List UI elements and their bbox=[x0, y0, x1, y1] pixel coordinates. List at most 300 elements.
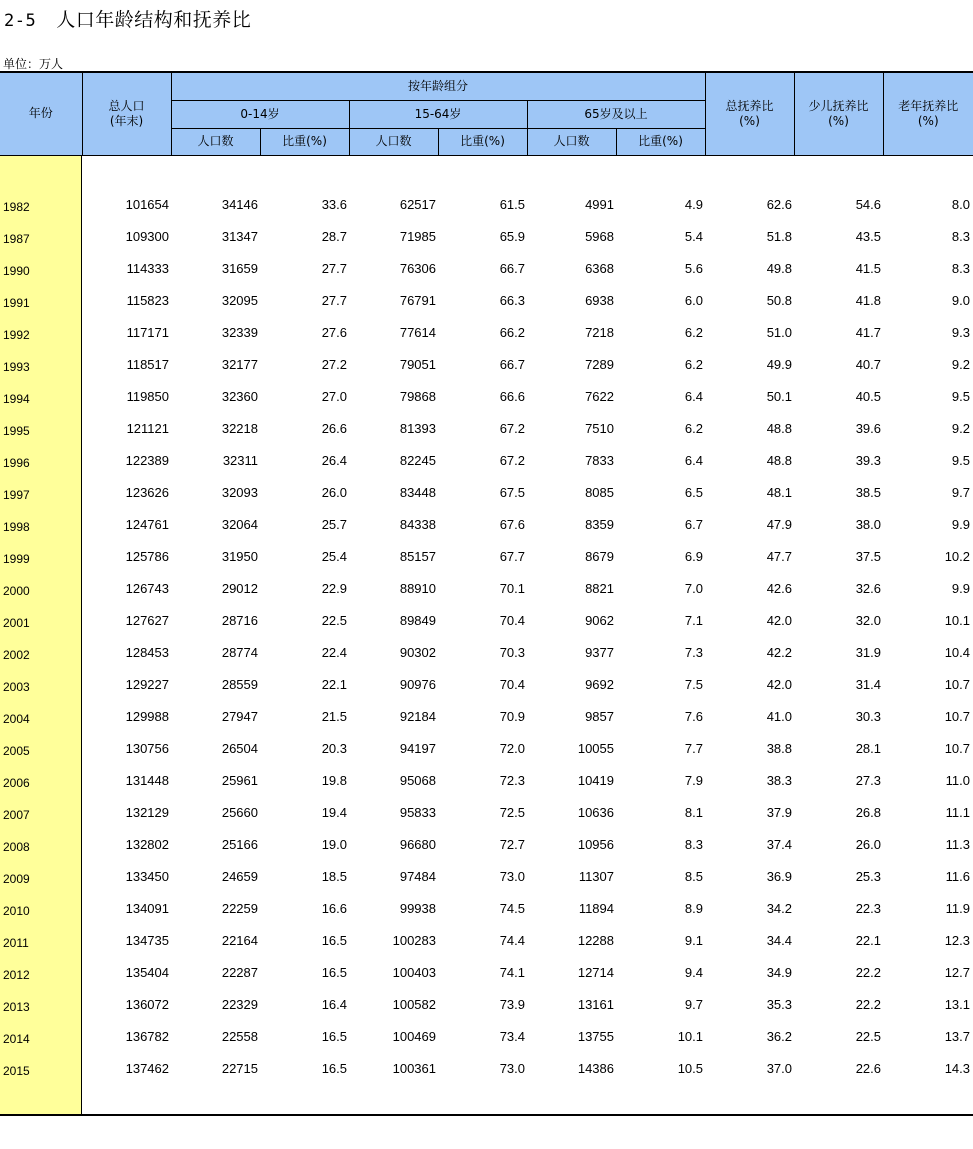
cell-age-0-14-count: 24659 bbox=[221, 869, 258, 884]
cell-age-15-64-count: 79868 bbox=[399, 389, 436, 404]
cell-old-dependency: 9.5 bbox=[951, 389, 970, 404]
cell-total-population: 121121 bbox=[126, 421, 169, 436]
cell-age-0-14-count: 32177 bbox=[221, 357, 258, 372]
cell-age-0-14-share: 16.5 bbox=[321, 965, 347, 980]
cell-age-65-plus-count: 7218 bbox=[585, 325, 614, 340]
cell-age-15-64-share: 72.3 bbox=[499, 773, 525, 788]
header-age-0-14: 0-14岁 bbox=[171, 100, 349, 128]
cell-age-0-14-count: 32095 bbox=[221, 293, 258, 308]
header-count: 人口数 bbox=[349, 128, 438, 155]
cell-age-0-14-share: 22.4 bbox=[321, 645, 347, 660]
cell-age-65-plus-share: 6.4 bbox=[684, 389, 703, 404]
cell-age-15-64-share: 66.7 bbox=[499, 261, 525, 276]
cell-age-0-14-share: 27.7 bbox=[321, 261, 347, 276]
cell-age-65-plus-share: 7.6 bbox=[684, 709, 703, 724]
header-year: 年份 bbox=[0, 73, 82, 155]
cell-age-65-plus-share: 5.4 bbox=[684, 229, 703, 244]
cell-old-dependency: 10.7 bbox=[944, 677, 970, 692]
cell-age-15-64-share: 73.0 bbox=[499, 869, 525, 884]
cell-age-15-64-share: 65.9 bbox=[499, 229, 525, 244]
table-row bbox=[0, 1020, 973, 1052]
cell-year: 1994 bbox=[3, 392, 30, 406]
cell-old-dependency: 11.1 bbox=[945, 805, 970, 820]
cell-year: 2006 bbox=[3, 776, 30, 790]
cell-age-15-64-share: 70.3 bbox=[499, 645, 525, 660]
cell-total-dependency: 38.3 bbox=[766, 773, 792, 788]
cell-age-0-14-count: 32093 bbox=[221, 485, 258, 500]
cell-age-65-plus-count: 7833 bbox=[585, 453, 614, 468]
table-row bbox=[0, 412, 973, 444]
cell-total-dependency: 48.8 bbox=[766, 453, 792, 468]
header-child-dependency: 少儿抚养比 (%) bbox=[794, 73, 883, 155]
cell-old-dependency: 8.3 bbox=[951, 261, 970, 276]
cell-age-15-64-share: 66.7 bbox=[499, 357, 525, 372]
cell-year: 1999 bbox=[3, 552, 30, 566]
cell-age-0-14-share: 26.6 bbox=[321, 421, 347, 436]
cell-age-65-plus-count: 6938 bbox=[585, 293, 614, 308]
cell-age-15-64-share: 67.5 bbox=[499, 485, 525, 500]
cell-total-population: 122389 bbox=[125, 453, 169, 468]
cell-age-15-64-count: 82245 bbox=[399, 453, 436, 468]
table-row bbox=[0, 828, 973, 860]
cell-old-dependency: 9.7 bbox=[951, 485, 970, 500]
cell-age-0-14-share: 16.5 bbox=[321, 1061, 347, 1076]
cell-total-dependency: 35.3 bbox=[766, 997, 792, 1012]
cell-age-15-64-share: 74.1 bbox=[499, 965, 525, 980]
table-row bbox=[0, 1052, 973, 1084]
cell-age-15-64-count: 95068 bbox=[399, 773, 436, 788]
cell-total-population: 118517 bbox=[126, 357, 169, 372]
header-count: 人口数 bbox=[171, 128, 260, 155]
cell-age-0-14-count: 28774 bbox=[221, 645, 258, 660]
cell-age-0-14-count: 34146 bbox=[221, 197, 258, 212]
cell-child-dependency: 31.4 bbox=[855, 677, 881, 692]
cell-age-15-64-share: 67.6 bbox=[499, 517, 525, 532]
cell-age-15-64-count: 100403 bbox=[392, 965, 436, 980]
cell-total-dependency: 42.6 bbox=[766, 581, 792, 596]
cell-age-15-64-share: 67.7 bbox=[499, 549, 525, 564]
cell-child-dependency: 22.2 bbox=[855, 997, 881, 1012]
cell-old-dependency: 14.3 bbox=[944, 1061, 970, 1076]
bottom-rule bbox=[0, 1114, 973, 1116]
cell-age-0-14-count: 32360 bbox=[221, 389, 258, 404]
cell-age-15-64-count: 100582 bbox=[392, 997, 436, 1012]
cell-age-65-plus-share: 8.1 bbox=[684, 805, 703, 820]
cell-total-population: 136072 bbox=[125, 997, 169, 1012]
cell-age-0-14-share: 33.6 bbox=[321, 197, 347, 212]
cell-child-dependency: 32.0 bbox=[855, 613, 881, 628]
cell-old-dependency: 13.7 bbox=[944, 1029, 970, 1044]
cell-age-15-64-count: 85157 bbox=[399, 549, 436, 564]
cell-age-15-64-share: 67.2 bbox=[499, 453, 525, 468]
cell-total-population: 125786 bbox=[125, 549, 169, 564]
cell-year: 1992 bbox=[3, 328, 30, 342]
table-title: 人口年龄结构和抚养比 bbox=[56, 9, 252, 31]
cell-age-65-plus-share: 7.5 bbox=[684, 677, 703, 692]
cell-age-65-plus-count: 7622 bbox=[585, 389, 614, 404]
cell-age-65-plus-count: 8085 bbox=[585, 485, 614, 500]
cell-total-population: 129227 bbox=[125, 677, 169, 692]
cell-age-15-64-count: 71985 bbox=[399, 229, 436, 244]
cell-age-0-14-count: 26504 bbox=[221, 741, 258, 756]
cell-year: 2005 bbox=[3, 744, 30, 758]
cell-age-65-plus-count: 10419 bbox=[577, 773, 614, 788]
cell-age-65-plus-count: 9062 bbox=[585, 613, 614, 628]
cell-old-dependency: 8.3 bbox=[951, 229, 970, 244]
header-age-15-64: 15-64岁 bbox=[349, 100, 527, 128]
cell-age-65-plus-share: 9.1 bbox=[684, 933, 703, 948]
cell-total-dependency: 48.1 bbox=[766, 485, 792, 500]
cell-year: 1997 bbox=[3, 488, 30, 502]
cell-total-dependency: 49.9 bbox=[766, 357, 792, 372]
cell-age-65-plus-share: 9.4 bbox=[684, 965, 703, 980]
table-row bbox=[0, 956, 973, 988]
cell-age-65-plus-share: 10.1 bbox=[677, 1029, 703, 1044]
cell-total-population: 115823 bbox=[126, 293, 169, 308]
cell-age-0-14-count: 25166 bbox=[221, 837, 258, 852]
cell-total-population: 137462 bbox=[125, 1061, 169, 1076]
cell-age-65-plus-count: 9857 bbox=[585, 709, 614, 724]
cell-age-65-plus-count: 11307 bbox=[578, 869, 614, 884]
cell-age-15-64-count: 77614 bbox=[399, 325, 436, 340]
cell-age-15-64-count: 81393 bbox=[399, 421, 436, 436]
cell-age-15-64-count: 100469 bbox=[392, 1029, 436, 1044]
table-row bbox=[0, 700, 973, 732]
cell-child-dependency: 22.1 bbox=[855, 933, 881, 948]
cell-child-dependency: 25.3 bbox=[855, 869, 881, 884]
cell-age-15-64-count: 88910 bbox=[399, 581, 436, 596]
cell-age-0-14-count: 31950 bbox=[221, 549, 258, 564]
cell-child-dependency: 32.6 bbox=[855, 581, 881, 596]
cell-age-0-14-count: 31347 bbox=[221, 229, 258, 244]
cell-age-0-14-count: 29012 bbox=[221, 581, 258, 596]
cell-age-15-64-share: 66.2 bbox=[499, 325, 525, 340]
cell-year: 2002 bbox=[3, 648, 30, 662]
table-row bbox=[0, 284, 973, 316]
cell-age-15-64-share: 70.1 bbox=[499, 581, 525, 596]
cell-age-65-plus-share: 8.9 bbox=[684, 901, 703, 916]
cell-old-dependency: 9.9 bbox=[951, 581, 970, 596]
table-row bbox=[0, 860, 973, 892]
unit-label: 单位：万人 bbox=[3, 57, 64, 71]
table-row bbox=[0, 380, 973, 412]
cell-total-population: 134091 bbox=[125, 901, 169, 916]
header-share: 比重(%) bbox=[616, 128, 705, 155]
cell-age-65-plus-count: 4991 bbox=[585, 197, 614, 212]
cell-year: 2001 bbox=[3, 616, 30, 630]
cell-age-0-14-share: 16.5 bbox=[321, 1029, 347, 1044]
header-share: 比重(%) bbox=[260, 128, 349, 155]
cell-age-65-plus-count: 10636 bbox=[577, 805, 614, 820]
cell-age-0-14-share: 25.7 bbox=[321, 517, 347, 532]
cell-age-15-64-count: 83448 bbox=[399, 485, 436, 500]
cell-age-0-14-share: 16.6 bbox=[321, 901, 347, 916]
cell-year: 2003 bbox=[3, 680, 30, 694]
cell-age-65-plus-count: 13161 bbox=[577, 997, 614, 1012]
cell-total-dependency: 62.6 bbox=[766, 197, 792, 212]
cell-total-population: 135404 bbox=[125, 965, 169, 980]
cell-total-population: 128453 bbox=[125, 645, 169, 660]
header-total-population: 总人口 (年末) bbox=[82, 73, 171, 155]
cell-age-65-plus-count: 11894 bbox=[578, 901, 614, 916]
table-row bbox=[0, 764, 973, 796]
cell-total-dependency: 34.4 bbox=[766, 933, 792, 948]
cell-old-dependency: 10.7 bbox=[944, 741, 970, 756]
cell-age-0-14-count: 32339 bbox=[221, 325, 258, 340]
cell-age-15-64-share: 74.5 bbox=[499, 901, 525, 916]
cell-age-0-14-share: 19.4 bbox=[321, 805, 347, 820]
cell-age-15-64-count: 76306 bbox=[399, 261, 436, 276]
table-row bbox=[0, 188, 973, 220]
cell-age-65-plus-count: 7510 bbox=[585, 421, 614, 436]
cell-total-population: 117171 bbox=[126, 325, 169, 340]
cell-age-65-plus-share: 6.2 bbox=[684, 357, 703, 372]
cell-total-population: 126743 bbox=[125, 581, 169, 596]
cell-age-15-64-share: 66.3 bbox=[499, 293, 525, 308]
cell-age-0-14-count: 22558 bbox=[221, 1029, 258, 1044]
table-row bbox=[0, 604, 973, 636]
cell-old-dependency: 9.0 bbox=[951, 293, 970, 308]
cell-age-0-14-count: 28559 bbox=[221, 677, 258, 692]
cell-total-population: 101654 bbox=[125, 197, 169, 212]
cell-child-dependency: 37.5 bbox=[855, 549, 881, 564]
cell-year: 2010 bbox=[3, 904, 30, 918]
cell-total-population: 109300 bbox=[125, 229, 169, 244]
cell-total-dependency: 48.8 bbox=[766, 421, 792, 436]
cell-age-0-14-share: 19.0 bbox=[321, 837, 347, 852]
table-row bbox=[0, 476, 973, 508]
cell-old-dependency: 9.2 bbox=[951, 357, 970, 372]
cell-year: 2009 bbox=[3, 872, 30, 886]
cell-child-dependency: 38.0 bbox=[855, 517, 881, 532]
cell-age-15-64-count: 96680 bbox=[399, 837, 436, 852]
cell-age-65-plus-share: 8.5 bbox=[684, 869, 703, 884]
cell-age-0-14-count: 28716 bbox=[221, 613, 258, 628]
cell-old-dependency: 12.3 bbox=[944, 933, 970, 948]
cell-year: 2011 bbox=[3, 936, 29, 950]
cell-age-0-14-share: 16.4 bbox=[321, 997, 347, 1012]
cell-age-65-plus-count: 13755 bbox=[577, 1029, 614, 1044]
cell-age-0-14-count: 22715 bbox=[221, 1061, 258, 1076]
cell-age-65-plus-share: 6.5 bbox=[684, 485, 703, 500]
cell-age-15-64-count: 90302 bbox=[399, 645, 436, 660]
table-row bbox=[0, 252, 973, 284]
cell-total-dependency: 42.0 bbox=[766, 613, 792, 628]
cell-age-0-14-count: 32311 bbox=[222, 453, 258, 468]
cell-total-population: 131448 bbox=[125, 773, 169, 788]
cell-age-65-plus-count: 12288 bbox=[577, 933, 614, 948]
cell-age-0-14-count: 22329 bbox=[221, 997, 258, 1012]
cell-age-0-14-share: 27.0 bbox=[321, 389, 347, 404]
cell-total-dependency: 42.2 bbox=[766, 645, 792, 660]
cell-age-0-14-share: 22.9 bbox=[321, 581, 347, 596]
cell-total-population: 134735 bbox=[125, 933, 169, 948]
cell-child-dependency: 22.2 bbox=[855, 965, 881, 980]
cell-total-population: 119850 bbox=[126, 389, 169, 404]
cell-total-dependency: 37.0 bbox=[766, 1061, 792, 1076]
cell-total-dependency: 49.8 bbox=[766, 261, 792, 276]
cell-age-15-64-count: 79051 bbox=[399, 357, 436, 372]
cell-year: 1982 bbox=[3, 200, 30, 214]
cell-child-dependency: 43.5 bbox=[855, 229, 881, 244]
cell-old-dependency: 9.5 bbox=[951, 453, 970, 468]
cell-year: 1996 bbox=[3, 456, 30, 470]
cell-year: 2004 bbox=[3, 712, 30, 726]
cell-year: 1993 bbox=[3, 360, 30, 374]
table-row bbox=[0, 732, 973, 764]
cell-age-65-plus-count: 5968 bbox=[585, 229, 614, 244]
cell-age-0-14-count: 22259 bbox=[221, 901, 258, 916]
cell-age-15-64-count: 100283 bbox=[392, 933, 436, 948]
cell-age-65-plus-count: 12714 bbox=[577, 965, 614, 980]
cell-total-population: 123626 bbox=[125, 485, 169, 500]
cell-total-dependency: 36.9 bbox=[766, 869, 792, 884]
cell-age-0-14-share: 27.6 bbox=[321, 325, 347, 340]
cell-age-0-14-share: 27.2 bbox=[321, 357, 347, 372]
cell-total-dependency: 47.9 bbox=[766, 517, 792, 532]
cell-age-65-plus-share: 6.2 bbox=[684, 325, 703, 340]
cell-age-0-14-count: 25961 bbox=[221, 773, 258, 788]
cell-old-dependency: 11.6 bbox=[945, 869, 970, 884]
cell-age-15-64-count: 95833 bbox=[399, 805, 436, 820]
cell-age-65-plus-count: 8359 bbox=[585, 517, 614, 532]
table-row bbox=[0, 444, 973, 476]
cell-age-0-14-count: 32064 bbox=[221, 517, 258, 532]
cell-age-0-14-share: 16.5 bbox=[321, 933, 347, 948]
table-row bbox=[0, 988, 973, 1020]
cell-age-15-64-count: 76791 bbox=[399, 293, 436, 308]
cell-child-dependency: 41.5 bbox=[855, 261, 881, 276]
table-row bbox=[0, 540, 973, 572]
cell-total-dependency: 38.8 bbox=[766, 741, 792, 756]
cell-age-0-14-share: 28.7 bbox=[321, 229, 347, 244]
cell-total-population: 130756 bbox=[125, 741, 169, 756]
cell-total-population: 132802 bbox=[125, 837, 169, 852]
cell-age-0-14-count: 22164 bbox=[221, 933, 258, 948]
cell-age-15-64-share: 72.5 bbox=[499, 805, 525, 820]
header-age-65-plus: 65岁及以上 bbox=[527, 100, 705, 128]
cell-child-dependency: 30.3 bbox=[855, 709, 881, 724]
header-count: 人口数 bbox=[527, 128, 616, 155]
cell-total-population: 114333 bbox=[126, 261, 169, 276]
cell-total-dependency: 51.0 bbox=[766, 325, 792, 340]
table-header bbox=[0, 73, 973, 156]
cell-old-dependency: 11.0 bbox=[945, 773, 970, 788]
cell-age-0-14-share: 22.1 bbox=[321, 677, 347, 692]
cell-year: 2000 bbox=[3, 584, 30, 598]
table-row bbox=[0, 316, 973, 348]
header-share: 比重(%) bbox=[438, 128, 527, 155]
cell-year: 2008 bbox=[3, 840, 30, 854]
cell-old-dependency: 10.1 bbox=[944, 613, 970, 628]
cell-age-65-plus-count: 9692 bbox=[585, 677, 614, 692]
cell-child-dependency: 41.7 bbox=[855, 325, 881, 340]
cell-age-15-64-count: 90976 bbox=[399, 677, 436, 692]
cell-child-dependency: 39.3 bbox=[855, 453, 881, 468]
table-row bbox=[0, 348, 973, 380]
cell-old-dependency: 8.0 bbox=[951, 197, 970, 212]
cell-year: 2007 bbox=[3, 808, 30, 822]
cell-age-0-14-share: 25.4 bbox=[321, 549, 347, 564]
cell-total-population: 133450 bbox=[125, 869, 169, 884]
cell-total-dependency: 47.7 bbox=[766, 549, 792, 564]
cell-old-dependency: 10.7 bbox=[944, 709, 970, 724]
cell-child-dependency: 26.0 bbox=[855, 837, 881, 852]
cell-age-65-plus-count: 7289 bbox=[585, 357, 614, 372]
cell-total-population: 124761 bbox=[125, 517, 169, 532]
cell-old-dependency: 11.3 bbox=[945, 837, 970, 852]
cell-age-15-64-share: 70.9 bbox=[499, 709, 525, 724]
cell-age-65-plus-share: 6.4 bbox=[684, 453, 703, 468]
cell-child-dependency: 40.5 bbox=[855, 389, 881, 404]
cell-year: 2013 bbox=[3, 1000, 30, 1014]
cell-age-0-14-count: 25660 bbox=[221, 805, 258, 820]
cell-old-dependency: 9.2 bbox=[951, 421, 970, 436]
cell-child-dependency: 41.8 bbox=[855, 293, 881, 308]
cell-year: 2012 bbox=[3, 968, 30, 982]
cell-age-0-14-share: 22.5 bbox=[321, 613, 347, 628]
cell-age-0-14-share: 27.7 bbox=[321, 293, 347, 308]
cell-age-0-14-count: 31659 bbox=[221, 261, 258, 276]
cell-age-15-64-share: 67.2 bbox=[499, 421, 525, 436]
cell-year: 2014 bbox=[3, 1032, 30, 1046]
cell-age-15-64-share: 70.4 bbox=[499, 677, 525, 692]
cell-old-dependency: 9.9 bbox=[951, 517, 970, 532]
table-row bbox=[0, 572, 973, 604]
cell-age-0-14-share: 26.4 bbox=[321, 453, 347, 468]
cell-child-dependency: 22.3 bbox=[855, 901, 881, 916]
cell-age-15-64-count: 97484 bbox=[399, 869, 436, 884]
cell-age-65-plus-share: 7.9 bbox=[684, 773, 703, 788]
cell-year: 1991 bbox=[3, 296, 30, 310]
cell-age-65-plus-count: 10055 bbox=[577, 741, 614, 756]
cell-age-15-64-share: 73.0 bbox=[499, 1061, 525, 1076]
cell-old-dependency: 9.3 bbox=[951, 325, 970, 340]
cell-age-15-64-share: 73.9 bbox=[499, 997, 525, 1012]
cell-age-15-64-share: 73.4 bbox=[499, 1029, 525, 1044]
cell-age-15-64-share: 74.4 bbox=[499, 933, 525, 948]
header-total-dependency: 总抚养比 (%) bbox=[705, 73, 794, 155]
cell-old-dependency: 12.7 bbox=[944, 965, 970, 980]
table-number: 2-5 bbox=[4, 11, 37, 31]
cell-age-15-64-count: 62517 bbox=[399, 197, 436, 212]
cell-age-0-14-count: 32218 bbox=[221, 421, 258, 436]
cell-age-65-plus-share: 9.7 bbox=[684, 997, 703, 1012]
cell-total-dependency: 36.2 bbox=[766, 1029, 792, 1044]
cell-age-65-plus-share: 7.7 bbox=[684, 741, 703, 756]
page-title bbox=[4, 5, 251, 32]
cell-total-population: 127627 bbox=[125, 613, 169, 628]
cell-total-dependency: 50.8 bbox=[766, 293, 792, 308]
cell-age-0-14-share: 26.0 bbox=[321, 485, 347, 500]
cell-age-15-64-share: 66.6 bbox=[499, 389, 525, 404]
cell-child-dependency: 28.1 bbox=[855, 741, 881, 756]
cell-child-dependency: 39.6 bbox=[855, 421, 881, 436]
cell-total-population: 132129 bbox=[125, 805, 169, 820]
cell-age-15-64-count: 99938 bbox=[399, 901, 436, 916]
cell-child-dependency: 54.6 bbox=[855, 197, 881, 212]
header-age-group: 按年龄组分 bbox=[171, 73, 705, 100]
cell-old-dependency: 10.2 bbox=[944, 549, 970, 564]
cell-age-0-14-share: 18.5 bbox=[321, 869, 347, 884]
cell-age-65-plus-count: 9377 bbox=[585, 645, 614, 660]
cell-child-dependency: 38.5 bbox=[855, 485, 881, 500]
cell-age-65-plus-count: 10956 bbox=[577, 837, 614, 852]
cell-age-65-plus-share: 10.5 bbox=[677, 1061, 703, 1076]
cell-child-dependency: 31.9 bbox=[855, 645, 881, 660]
cell-age-65-plus-share: 7.3 bbox=[684, 645, 703, 660]
cell-age-15-64-share: 70.4 bbox=[499, 613, 525, 628]
